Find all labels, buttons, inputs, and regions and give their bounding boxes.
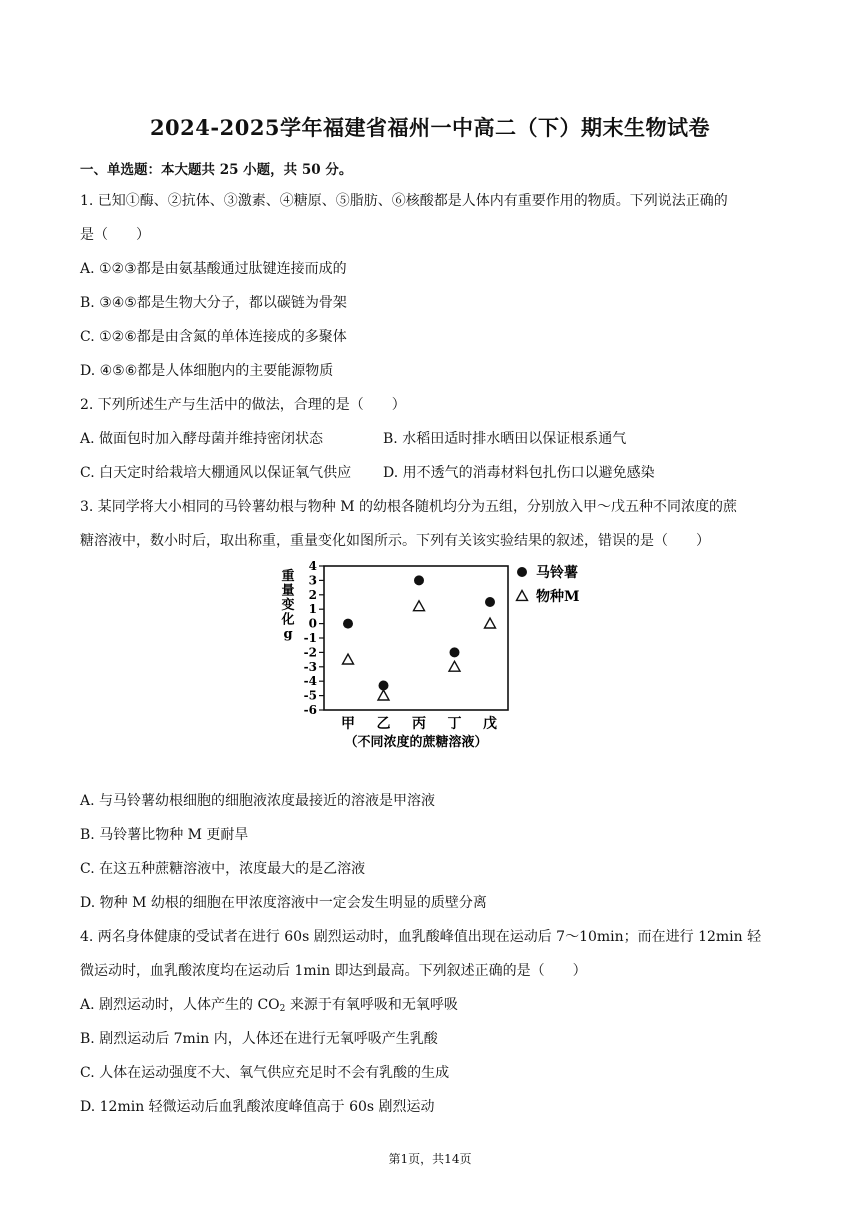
q2-option-c: C. 白天定时给栽培大棚通风以保证氧气供应 (80, 465, 352, 481)
y-tick-label: 0 (308, 616, 317, 631)
q4-stem-line2: 微运动时，血乳酸浓度均在运动后 1min 即达到最高。下列叙述正确的是（ ） (80, 963, 587, 979)
q1-stem-line1: 1. 已知①酶、②抗体、③激素、④糖原、⑤脂肪、⑥核酸都是人体内有重要作用的物质。下列说法正确的 (80, 193, 728, 209)
q2-option-b: B. 水稻田适时排水晒田以保证根系通气 (383, 431, 627, 447)
potato-point (450, 647, 460, 657)
q1-option-a: A. ①②③都是由氨基酸通过肽键连接而成的 (80, 261, 347, 277)
plot-border (324, 566, 508, 710)
legend-potato-label: 马铃薯 (536, 565, 578, 581)
legend-species-m-marker (517, 591, 528, 601)
y-tick-label: 1 (308, 602, 317, 617)
co2-subscript: 2 (279, 1004, 286, 1014)
q2-option-d: D. 用不透气的消毒材料包扎伤口以避免感染 (383, 465, 655, 481)
x-tick-label: 丁 (447, 716, 462, 732)
legend (517, 564, 580, 605)
species-m-point (449, 661, 460, 671)
q4-option-a-pre: A. 剧烈运动时，人体产生的 CO (80, 997, 280, 1013)
q2-stem: 2. 下列所述生产与生活中的做法，合理的是（ ） (80, 397, 406, 413)
species-m-point (414, 601, 425, 611)
q3-option-c: C. 在这五种蔗糖溶液中，浓度最大的是乙溶液 (80, 861, 366, 877)
potato-point (485, 597, 495, 607)
species-m-point (485, 618, 496, 628)
section-heading: 一、单选题：本大题共 25 小题，共 50 分。 (80, 162, 353, 178)
q1-option-d: D. ④⑤⑥都是人体细胞内的主要能源物质 (80, 363, 334, 379)
y-tick-label: 2 (308, 587, 317, 602)
y-axis-label (280, 568, 294, 642)
x-tick-label: 丙 (412, 716, 426, 732)
x-tick-label: 乙 (376, 716, 391, 732)
q3-option-d: D. 物种 M 幼根的细胞在甲浓度溶液中一定会发生明显的质壁分离 (80, 895, 487, 911)
q1-option-c: C. ①②⑥都是由含氮的单体连接成的多聚体 (80, 329, 347, 345)
y-tick-label: 4 (308, 559, 317, 573)
x-tick-label: 戊 (483, 716, 497, 732)
q1-stem-line2: 是（ ） (80, 227, 150, 243)
legend-potato-marker (517, 567, 527, 577)
page-title: 2024-2025学年福建省福州一中高二（下）期末生物试卷 (149, 115, 711, 140)
y-tick-label: -4 (303, 674, 317, 689)
x-tick-label: 甲 (341, 716, 355, 732)
species-m-point (343, 654, 354, 664)
q3-option-a: A. 与马铃薯幼根细胞的细胞液浓度最接近的溶液是甲溶液 (80, 793, 436, 809)
y-tick-label: -5 (303, 688, 317, 703)
q2-option-a: A. 做面包时加入酵母菌并维持密闭状态 (80, 431, 324, 447)
q4-option-d: D. 12min 轻微运动后血乳酸浓度峰值高于 60s 剧烈运动 (80, 1099, 435, 1115)
q4-option-a (80, 994, 458, 1014)
weight-change-chart (266, 558, 596, 758)
q3-option-b: B. 马铃薯比物种 M 更耐旱 (80, 827, 249, 843)
legend-species-m-label: 物种M (536, 589, 580, 605)
potato-point (414, 575, 424, 585)
y-axis-label-text: 重量变化 g (281, 569, 295, 642)
potato-point (343, 619, 353, 629)
q4-option-b: B. 剧烈运动后 7min 内，人体还在进行无氧呼吸产生乳酸 (80, 1031, 438, 1047)
y-axis-ticks (304, 559, 324, 717)
y-tick-label: -6 (303, 703, 317, 717)
q4-option-a-post: 来源于有氧呼吸和无氧呼吸 (285, 997, 458, 1013)
y-tick-label: 3 (308, 573, 317, 588)
y-tick-label: -3 (303, 659, 317, 674)
x-axis-label: （不同浓度的蔗糖溶液） (344, 735, 488, 750)
q4-option-c: C. 人体在运动强度不大、氧气供应充足时不会有乳酸的生成 (80, 1065, 450, 1081)
plot-frame (324, 566, 508, 710)
x-axis-categories (341, 716, 497, 732)
page-footer: 第1页，共14页 (388, 1152, 472, 1166)
q4-stem-line1: 4. 两名身体健康的受试者在进行 60s 剧烈运动时，血乳酸峰值出现在运动后 7～10min；而在进行 12min 轻 (80, 929, 762, 945)
q3-stem-line1: 3. 某同学将大小相同的马铃薯幼根与物种 M 的幼根各随机均分为五组，分别放入甲～戊五种不同浓度的蔗 (80, 499, 738, 515)
q1-option-b: B. ③④⑤都是生物大分子，都以碳链为骨架 (80, 295, 347, 311)
y-tick-label: -1 (303, 631, 317, 645)
y-tick-label: -2 (303, 645, 317, 660)
data-marks (343, 575, 496, 700)
species-m-point (378, 690, 389, 700)
q3-stem-line2: 糖溶液中，数小时后，取出称重，重量变化如图所示。下列有关该实验结果的叙述，错误的是（ ） (80, 533, 710, 549)
